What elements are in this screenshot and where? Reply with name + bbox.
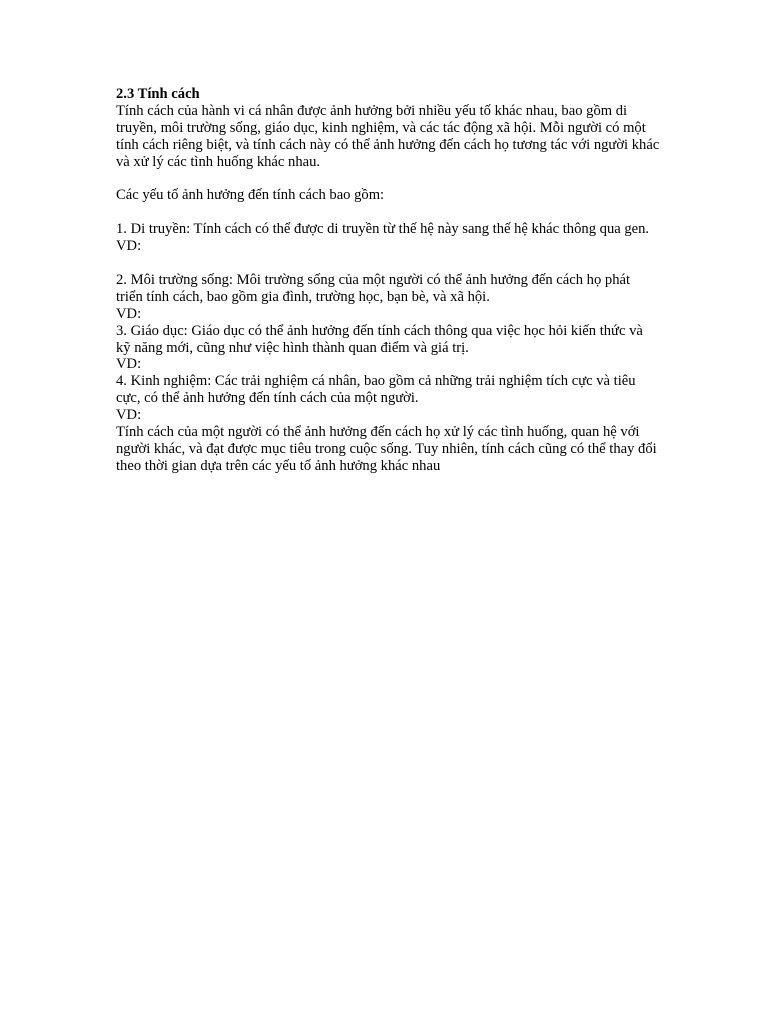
document-page [116,86,660,475]
intro-paragraph: Tính cách của hành vi cá nhân được ảnh hưởng bởi nhiều yếu tố khác nhau, bao gồm di truyền, môi trường sống, giáo dục, kinh nghiệm, và các tác động xã hội. Mỗi người có một tính cách riêng biệt, và tính cách này có thể ảnh hưởng đến cách họ tương tác với người khác và xử lý các tình huống khác nhau. [116,102,660,170]
list-item-environment: 2. Môi trường sống: Môi trường sống của một người có thể ảnh hưởng đến cách họ phát triển tính cách, bao gồm gia đình, trường học, bạn bè, và xã hội. [116,271,631,305]
paragraph-spacer [116,204,660,221]
factors-intro: Các yếu tố ảnh hưởng đến tính cách bao gồm: [116,187,385,204]
paragraph-spacer [116,255,660,272]
example-label: VD: [116,305,142,322]
section-heading: 2.3 Tính cách [116,86,200,102]
list-item-education: 3. Giáo dục: Giáo dục có thể ảnh hưởng đến tính cách thông qua việc học hỏi kiến thức và kỹ năng mới, cũng như việc hình thành quan điểm và giá trị. [116,322,643,356]
list-item-genetics: 1. Di truyền: Tính cách có thể được di truyền từ thế hệ này sang thế hệ khác thông qua gen. [116,221,650,238]
example-label: VD: [116,356,142,373]
conclusion-paragraph: Tính cách của một người có thể ảnh hưởng đến cách họ xử lý các tình huống, quan hệ với người khác, và đạt được mục tiêu trong cuộc sống. Tuy nhiên, tính cách cũng có thể thay đổi theo thời gian dựa trên các yếu tố ảnh hưởng khác nhau [116,424,657,474]
list-item-experience: 4. Kinh nghiệm: Các trải nghiệm cá nhân, bao gồm cả những trải nghiệm tích cực và tiêu cực, có thể ảnh hưởng đến tính cách của một người. [116,373,636,407]
example-label: VD: [116,238,142,255]
example-label: VD: [116,407,142,424]
paragraph-spacer [116,171,660,188]
